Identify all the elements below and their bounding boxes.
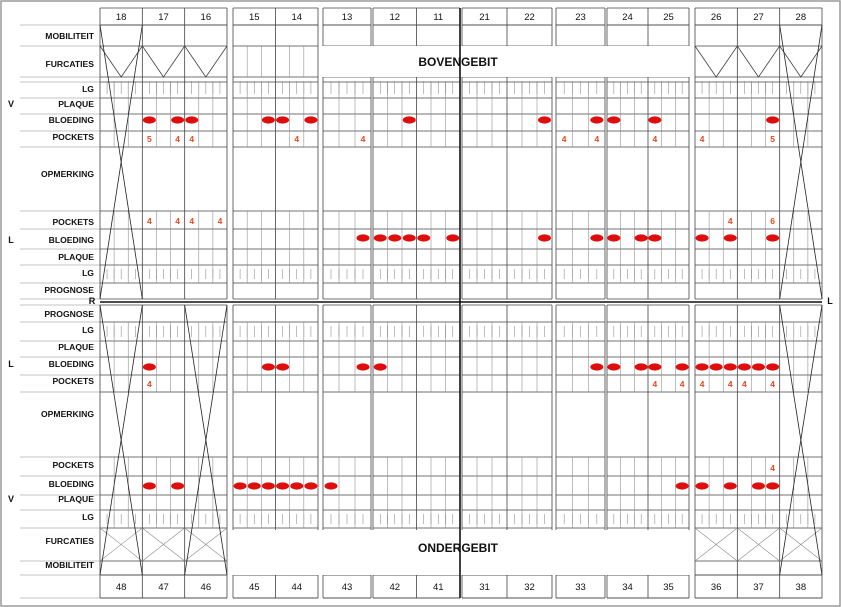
- tooth-number: 28: [795, 12, 807, 23]
- tooth-number: 41: [432, 582, 444, 593]
- pocket-depth: 4: [699, 379, 705, 389]
- upper-opmerking-label: OPMERKING: [41, 169, 94, 179]
- upper-prognose-label: PROGNOSE: [44, 285, 94, 295]
- bleeding-point: [607, 234, 620, 241]
- tooth-number: 15: [248, 12, 260, 23]
- bleeding-point: [648, 363, 661, 370]
- tooth-number: 44: [291, 582, 303, 593]
- tooth-number: 35: [663, 582, 674, 593]
- upper-mobiliteit-label: MOBILITEIT: [45, 31, 94, 41]
- upper-bloeding-label: BLOEDING: [48, 115, 94, 125]
- lower-mobiliteit-label: MOBILITEIT: [45, 560, 94, 570]
- bleeding-point: [143, 116, 156, 123]
- tooth-number: 16: [200, 12, 212, 23]
- pocket-depth: 4: [742, 379, 747, 389]
- chart-grid: [20, 8, 822, 598]
- tooth-number: 22: [524, 12, 535, 23]
- upper-furcaties-label: FURCATIES: [45, 59, 94, 69]
- tooth-number: 37: [753, 582, 764, 593]
- lower-opmerking-label: OPMERKING: [41, 409, 94, 419]
- furcation-mark: [780, 46, 822, 77]
- bleeding-point: [696, 234, 709, 241]
- pocket-depth: 4: [594, 134, 600, 144]
- bleeding-point: [766, 482, 779, 489]
- tooth-number: 34: [622, 582, 633, 593]
- lower-pockets-label: POCKETS: [52, 460, 94, 470]
- bleeding-point: [724, 234, 737, 241]
- pocket-depth: 4: [652, 379, 658, 389]
- pocket-depth: 4: [770, 463, 775, 473]
- pocket-depth: 4: [189, 216, 195, 226]
- tooth-number: 11: [433, 12, 444, 23]
- pocket-depth: 4: [652, 134, 658, 144]
- tooth-number: 43: [341, 582, 353, 593]
- lower-lg-label: LG: [82, 512, 94, 522]
- bleeding-point: [276, 363, 289, 370]
- bleeding-point: [696, 363, 709, 370]
- upper-plaque-label: PLAQUE: [58, 99, 94, 109]
- pocket-depth: 4: [727, 216, 733, 226]
- bleeding-point: [635, 363, 648, 370]
- bleeding-point: [276, 116, 289, 123]
- bleeding-point: [538, 116, 551, 123]
- tooth-number: 48: [115, 582, 127, 593]
- row-labels: [8, 31, 833, 570]
- upper-pockets-l-label: POCKETS: [52, 217, 94, 227]
- bleeding-point: [676, 482, 689, 489]
- pocket-depth: 4: [294, 134, 300, 144]
- tooth-number: 24: [622, 12, 633, 23]
- pocket-depth: 4: [147, 379, 152, 389]
- bleeding-point: [590, 116, 603, 123]
- chart-marks: [100, 25, 822, 575]
- bleeding-point: [403, 116, 416, 123]
- bleeding-point: [171, 116, 184, 123]
- lower-prognose-label: PROGNOSE: [44, 309, 94, 319]
- bleeding-point: [607, 363, 620, 370]
- lower-group-l: L: [8, 359, 14, 369]
- bleeding-point: [710, 363, 723, 370]
- pocket-depth: 6: [770, 216, 775, 226]
- tooth-number: 47: [158, 582, 169, 593]
- bleeding-point: [766, 363, 779, 370]
- lower-furcaties-label: FURCATIES: [45, 536, 94, 546]
- furcation-mark: [100, 46, 142, 77]
- bleeding-point: [635, 234, 648, 241]
- bleeding-point: [262, 363, 275, 370]
- tooth-number: 13: [341, 12, 353, 23]
- tooth-number: 42: [389, 582, 401, 593]
- tooth-number: 27: [753, 12, 764, 23]
- bleeding-point: [143, 482, 156, 489]
- lower-pockets-l-label: POCKETS: [52, 376, 94, 386]
- tooth-number: 23: [575, 12, 586, 23]
- lower-lg-l-label: LG: [82, 325, 94, 335]
- tooth-number: 33: [575, 582, 586, 593]
- tooth-number: 14: [291, 12, 303, 23]
- furcation-mark: [695, 46, 737, 77]
- tooth-number: 46: [200, 582, 212, 593]
- pocket-depth: 4: [189, 134, 195, 144]
- bleeding-point: [724, 363, 737, 370]
- chart-frame: [1, 1, 840, 606]
- lower-plaque-label: PLAQUE: [58, 494, 94, 504]
- upper-lg-label: LG: [82, 84, 94, 94]
- bleeding-point: [403, 234, 416, 241]
- tooth-number: 18: [115, 12, 127, 23]
- lower-jaw-title: ONDERGEBIT: [417, 541, 499, 555]
- pocket-depth: 4: [217, 216, 223, 226]
- upper-jaw-title: BOVENGEBIT: [418, 55, 498, 69]
- pocket-depth: 4: [770, 379, 775, 389]
- bleeding-point: [262, 482, 275, 489]
- upper-title-band: [319, 46, 692, 77]
- pocket-depth: 4: [679, 379, 685, 389]
- lower-bloeding-l-label: BLOEDING: [48, 359, 94, 369]
- bleeding-point: [766, 116, 779, 123]
- bleeding-point: [143, 363, 156, 370]
- upper-group-l: L: [8, 235, 14, 245]
- bleeding-point: [648, 234, 661, 241]
- pocket-depth: 4: [175, 134, 180, 144]
- tooth-number: 12: [389, 12, 401, 23]
- bleeding-point: [417, 234, 430, 241]
- bleeding-point: [738, 363, 751, 370]
- bleeding-point: [590, 363, 603, 370]
- tooth-number: 26: [710, 12, 722, 23]
- bleeding-point: [446, 234, 459, 241]
- furcation-mark: [185, 46, 227, 77]
- tooth-number: 31: [479, 582, 490, 593]
- upper-pockets-label: POCKETS: [52, 132, 94, 142]
- bleeding-point: [766, 234, 779, 241]
- pocket-depth: 4: [727, 379, 733, 389]
- bleeding-point: [304, 482, 317, 489]
- pocket-depth: 5: [147, 134, 152, 144]
- upper-plaque-l-label: PLAQUE: [58, 252, 94, 262]
- bleeding-point: [696, 482, 709, 489]
- bleeding-point: [171, 482, 184, 489]
- bleeding-point: [248, 482, 261, 489]
- lower-plaque-l-label: PLAQUE: [58, 342, 94, 352]
- bleeding-point: [325, 482, 338, 489]
- pocket-depth: 4: [175, 216, 180, 226]
- lower-group-v: V: [7, 494, 15, 504]
- upper-group-v: V: [7, 99, 15, 109]
- bleeding-point: [538, 234, 551, 241]
- furcation-mark: [737, 46, 779, 77]
- bleeding-point: [276, 482, 289, 489]
- upper-lg-l-label: LG: [82, 268, 94, 278]
- bleeding-point: [304, 116, 317, 123]
- pocket-depth: 4: [561, 134, 567, 144]
- lower-bloeding-label: BLOEDING: [48, 479, 94, 489]
- pocket-depth: 4: [147, 216, 152, 226]
- side-left-label: L: [827, 296, 833, 306]
- pocket-depth: 4: [699, 134, 705, 144]
- furcation-mark: [142, 46, 184, 77]
- bleeding-point: [752, 482, 765, 489]
- bleeding-point: [388, 234, 401, 241]
- bleeding-point: [374, 234, 387, 241]
- upper-bloeding-l-label: BLOEDING: [48, 235, 94, 245]
- bleeding-point: [262, 116, 275, 123]
- pocket-depth: 4: [360, 134, 366, 144]
- bleeding-point: [724, 482, 737, 489]
- side-right-label: R: [88, 296, 96, 306]
- tooth-number: 38: [795, 582, 807, 593]
- bleeding-point: [185, 116, 198, 123]
- bleeding-point: [676, 363, 689, 370]
- bleeding-point: [374, 363, 387, 370]
- bleeding-point: [290, 482, 303, 489]
- pocket-depth: 5: [770, 134, 775, 144]
- tooth-number: 25: [663, 12, 674, 23]
- bleeding-point: [357, 363, 370, 370]
- bleeding-point: [234, 482, 247, 489]
- tooth-number: 17: [158, 12, 169, 23]
- bleeding-point: [752, 363, 765, 370]
- tooth-number: 45: [248, 582, 260, 593]
- bleeding-point: [357, 234, 370, 241]
- bleeding-point: [648, 116, 661, 123]
- bleeding-point: [590, 234, 603, 241]
- bleeding-point: [607, 116, 620, 123]
- tooth-number: 36: [710, 582, 722, 593]
- tooth-number: 21: [479, 12, 490, 23]
- tooth-number: 32: [524, 582, 535, 593]
